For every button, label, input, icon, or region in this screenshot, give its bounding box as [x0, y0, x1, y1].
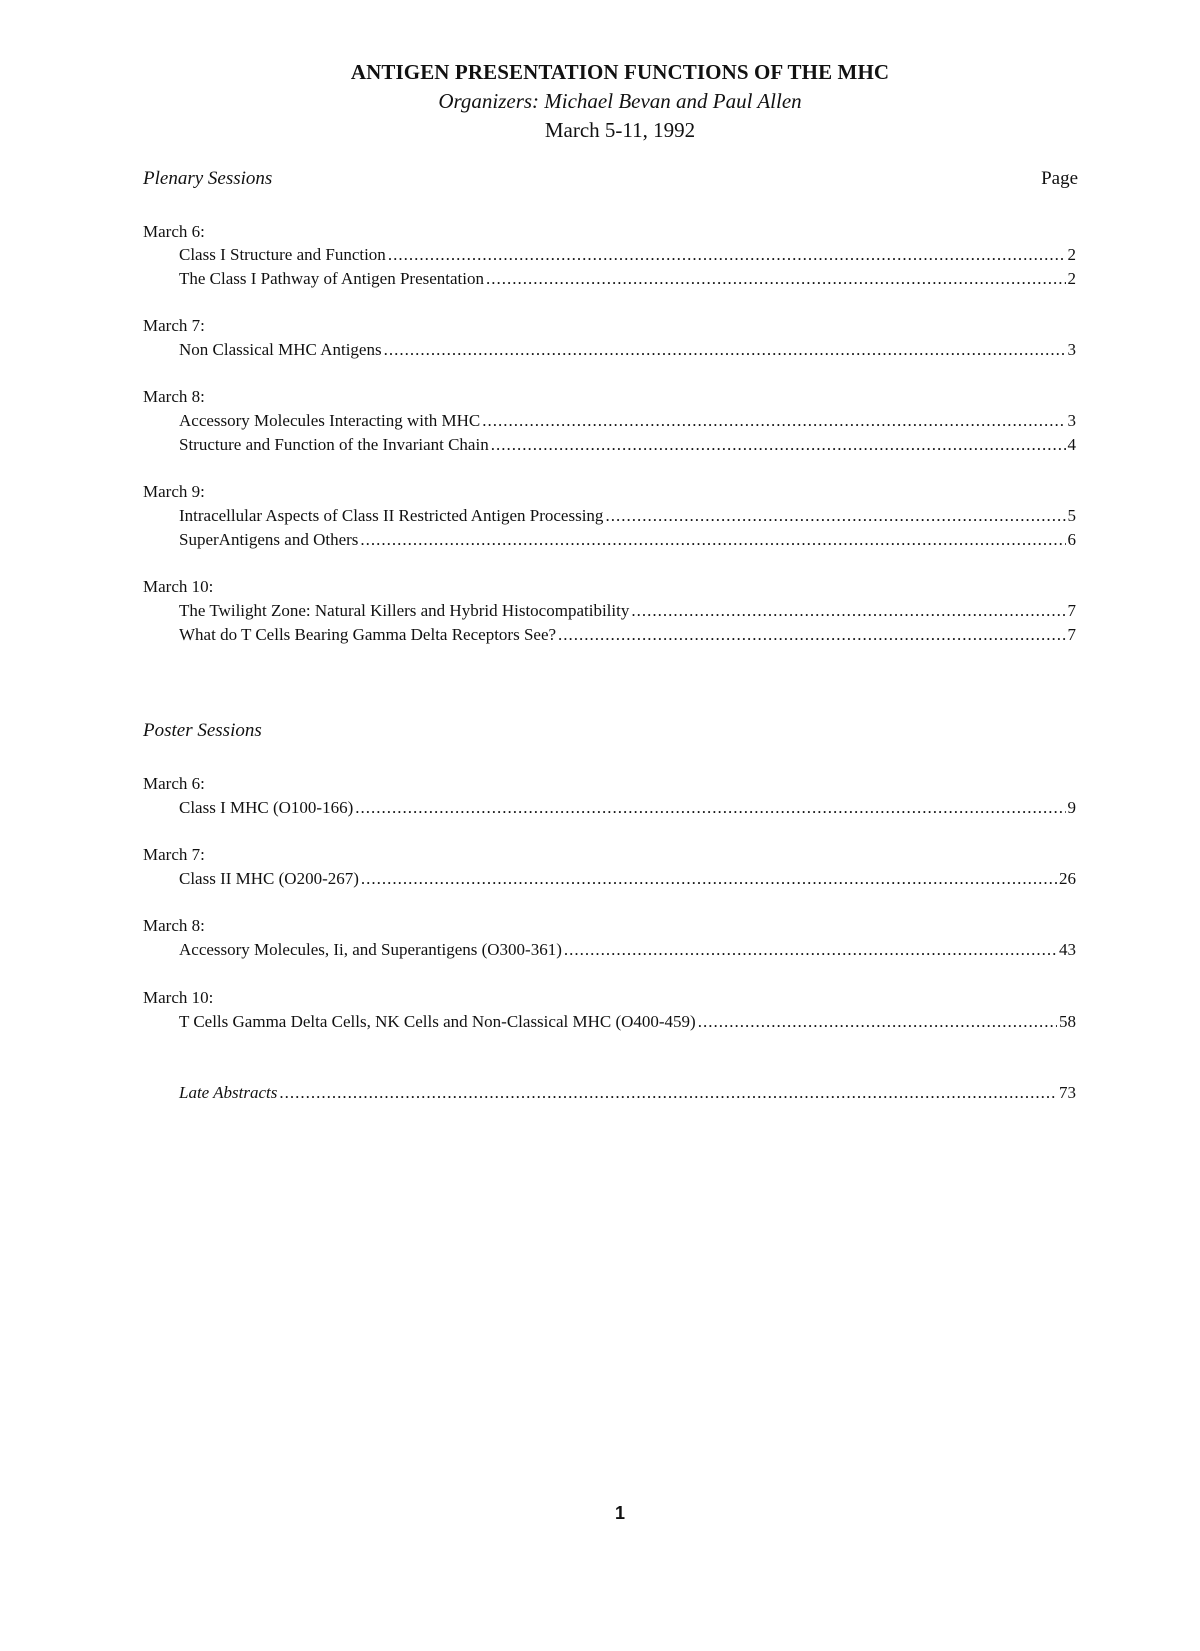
toc-entry [179, 601, 1076, 621]
toc-entry [179, 869, 1076, 889]
plenary-sessions-header [143, 168, 1078, 190]
toc-entry-page: 2 [1067, 245, 1076, 264]
conference-dates: March 5-11, 1992 [544, 118, 696, 142]
late-abstracts-title: Late Abstracts [179, 1083, 278, 1102]
document-header [0, 62, 1200, 141]
toc-entry-page: 43 [1059, 940, 1076, 959]
toc-entry-title: Accessory Molecules, Ii, and Superantigens (O300-361) [179, 940, 562, 959]
dot-leader [361, 869, 1057, 889]
plenary-day-label: March 9: [143, 482, 205, 501]
dot-leader [605, 506, 1065, 526]
toc-entry [179, 1012, 1076, 1032]
dot-leader [698, 1012, 1057, 1032]
poster-day-label: March 6: [143, 774, 205, 793]
plenary-day-label: March 10: [143, 577, 214, 596]
organizers-line: Organizers: Michael Bevan and Paul Allen [438, 89, 802, 113]
toc-entry-page: 4 [1067, 435, 1076, 454]
plenary-day-label: March 8: [143, 387, 205, 406]
toc-entry-page: 26 [1059, 869, 1076, 888]
dot-leader [355, 798, 1065, 818]
dot-leader [564, 940, 1057, 960]
toc-entry [179, 245, 1076, 265]
page-number: 1 [614, 1503, 625, 1523]
poster-sessions-heading: Poster Sessions [143, 720, 262, 741]
toc-entry-title: Class I MHC (O100-166) [179, 798, 354, 817]
toc-entry-title: What do T Cells Bearing Gamma Delta Receptors See? [179, 625, 557, 644]
toc-entry-title: Accessory Molecules Interacting with MHC [179, 411, 481, 430]
late-abstracts-entry [179, 1083, 1076, 1103]
dot-leader [558, 625, 1065, 645]
toc-entry-title: T Cells Gamma Delta Cells, NK Cells and Non-Classical MHC (O400-459) [179, 1012, 696, 1031]
toc-entry [179, 435, 1076, 455]
toc-entry-title: SuperAntigens and Others [179, 530, 359, 549]
toc-entry-title: The Twilight Zone: Natural Killers and Hybrid Histocompatibility [179, 601, 630, 620]
poster-sessions-header [143, 720, 1078, 742]
document-title: ANTIGEN PRESENTATION FUNCTIONS OF THE MHC [350, 60, 890, 84]
toc-entry [179, 625, 1076, 645]
toc-entry-page: 2 [1067, 269, 1076, 288]
toc-entry-page: 58 [1059, 1012, 1076, 1031]
toc-entry [179, 340, 1076, 360]
toc-entry [179, 530, 1076, 550]
dot-leader [491, 435, 1066, 455]
dot-leader [360, 530, 1065, 550]
toc-entry-page: 7 [1067, 625, 1076, 644]
toc-entry-title: Class II MHC (O200-267) [179, 869, 359, 888]
toc-entry-page: 9 [1067, 798, 1076, 817]
toc-entry-page: 7 [1067, 601, 1076, 620]
toc-entry-title: Structure and Function of the Invariant Chain [179, 435, 489, 454]
plenary-day-label: March 7: [143, 316, 205, 335]
late-abstracts-page: 73 [1059, 1083, 1076, 1102]
page-column-label: Page [1041, 168, 1078, 189]
dot-leader [631, 601, 1065, 621]
plenary-day-label: March 6: [143, 222, 205, 241]
toc-entry-title: The Class I Pathway of Antigen Presentation [179, 269, 485, 288]
poster-day-label: March 7: [143, 845, 205, 864]
toc-entry-title: Intracellular Aspects of Class II Restricted Antigen Processing [179, 506, 604, 525]
toc-entry-title: Class I Structure and Function [179, 245, 386, 264]
poster-day-label: March 8: [143, 916, 205, 935]
plenary-sessions-heading: Plenary Sessions [143, 168, 273, 189]
toc-entry [179, 269, 1076, 289]
toc-entry [179, 798, 1076, 818]
toc-entry [179, 411, 1076, 431]
toc-entry [179, 506, 1076, 526]
toc-entry-page: 3 [1067, 411, 1076, 430]
poster-day-label: March 10: [143, 988, 214, 1007]
toc-entry-page: 5 [1067, 506, 1076, 525]
dot-leader [482, 411, 1065, 431]
toc-entry [179, 940, 1076, 960]
dot-leader [388, 245, 1066, 265]
dot-leader [486, 269, 1065, 289]
dot-leader [384, 340, 1066, 360]
dot-leader [279, 1083, 1057, 1103]
toc-entry-page: 6 [1067, 530, 1076, 549]
toc-entry-title: Non Classical MHC Antigens [179, 340, 382, 359]
toc-entry-page: 3 [1067, 340, 1076, 359]
